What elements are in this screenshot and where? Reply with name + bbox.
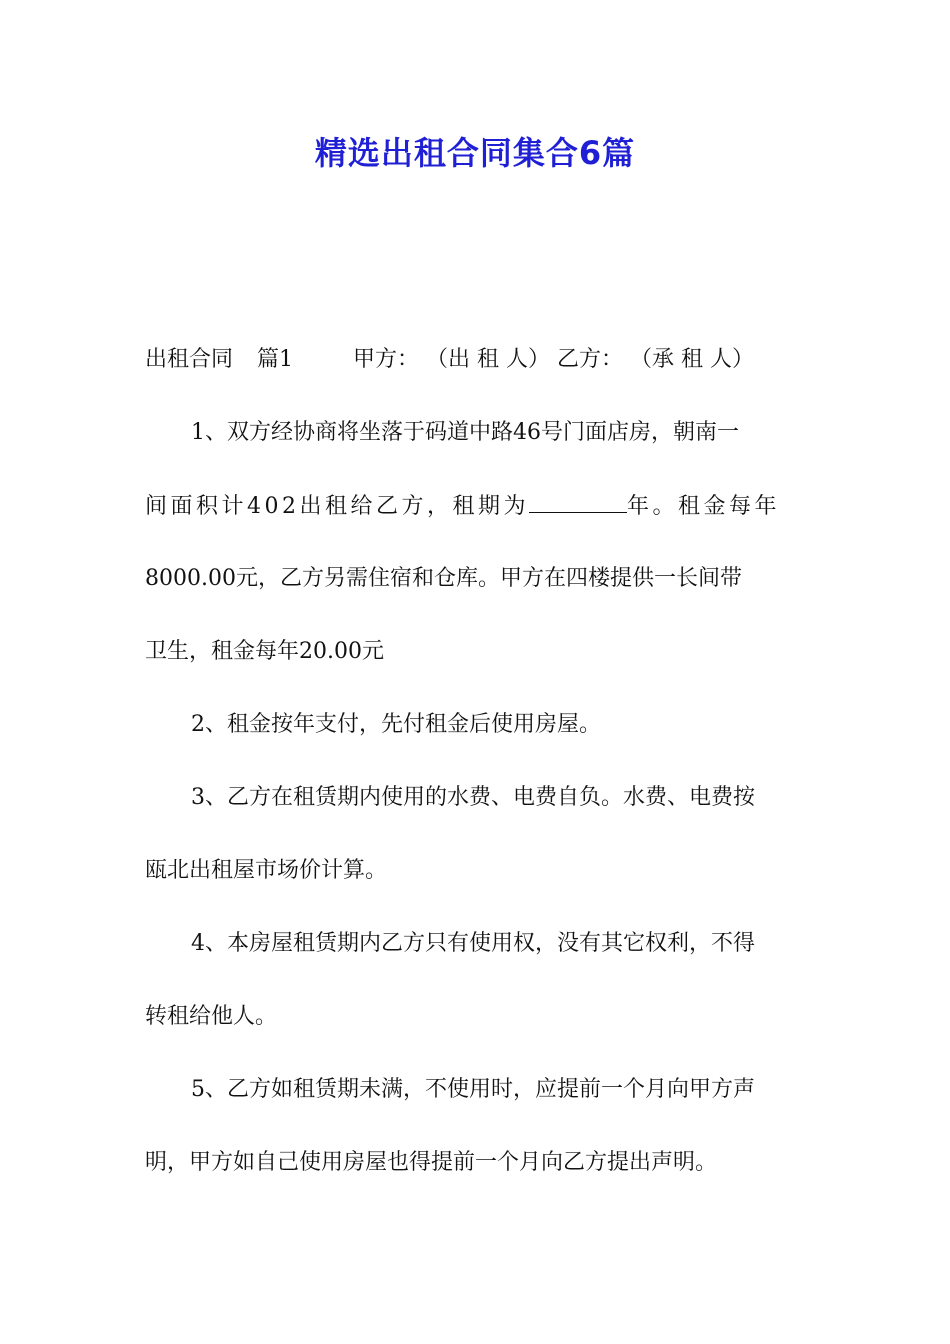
clause-5-line-1: 5、乙方如租赁期未满，不使用时，应提前一个月向甲方声 — [191, 1077, 755, 1102]
clause-4-line-2: 转租给他人。 — [145, 1004, 278, 1029]
party-a-role: （出 租 人） — [426, 347, 551, 372]
party-b-label: 乙方： — [557, 347, 624, 372]
clause-1-line-3: 8000.00元，乙方另需住宿和仓库。甲方在四楼提供一长间带 — [145, 566, 742, 591]
contract-heading-line — [145, 340, 807, 413]
document-title: 精选出租合同集合6篇 — [314, 134, 636, 172]
clause-3-line-1: 3、乙方在租赁期内使用的水费、电费自负。水费、电费按 — [191, 785, 755, 810]
document-body — [145, 340, 807, 1216]
clause-1-line-2-text: 间面积计402出租给乙方，租期为 — [145, 494, 529, 519]
clause-4-line-1: 4、本房屋租赁期内乙方只有使用权，没有其它权利，不得 — [191, 931, 755, 956]
clause-2-line-1: 2、租金按年支付，先付租金后使用房屋。 — [191, 712, 601, 737]
clause-1-line-1: 1、双方经协商将坐落于码道中路46号门面店房，朝南一 — [191, 420, 739, 445]
clause-1-line-2-tail: 年。租金每年 — [627, 494, 781, 519]
section-number: 篇1 — [257, 347, 294, 372]
clause-3-line-2: 瓯北出租屋市场价计算。 — [145, 858, 388, 883]
clause-1-line-2 — [145, 486, 807, 559]
party-b-role: （承 租 人） — [630, 347, 755, 372]
lease-term-blank — [529, 486, 627, 513]
clause-1-line-4: 卫生，租金每年20.00元 — [145, 639, 384, 664]
clause-5-line-2: 明，甲方如自己使用房屋也得提前一个月向乙方提出声明。 — [145, 1150, 718, 1175]
section-label: 出租合同 — [145, 347, 234, 372]
party-a-label: 甲方： — [353, 347, 420, 372]
